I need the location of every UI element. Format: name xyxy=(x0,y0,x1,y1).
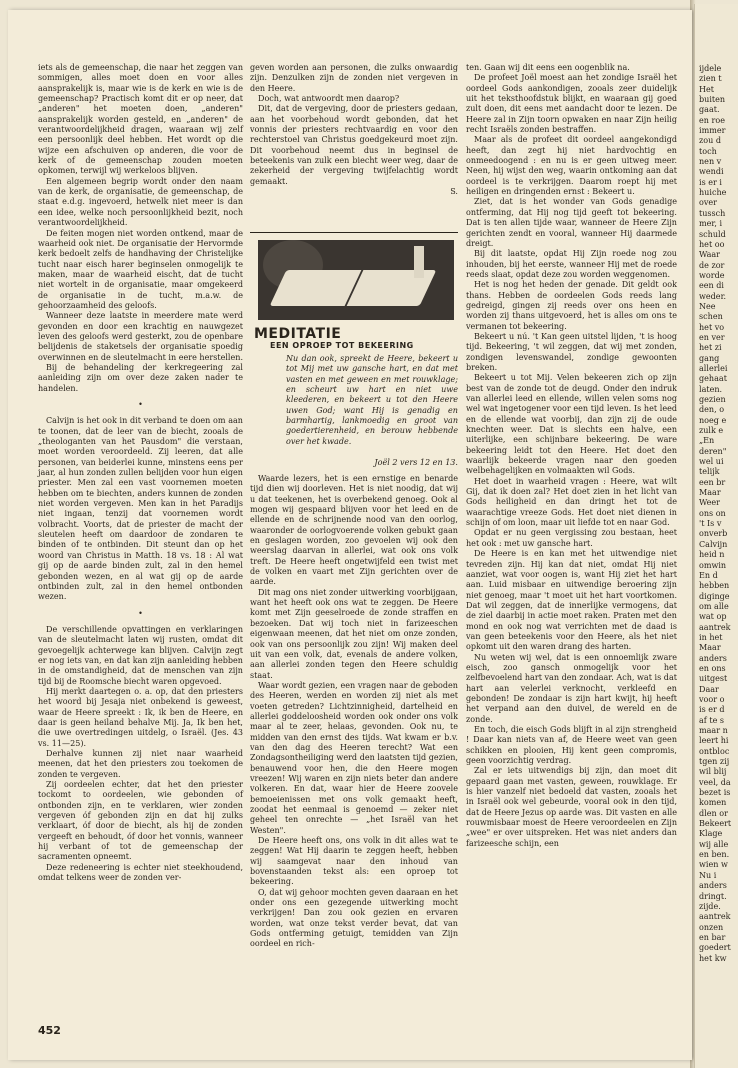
paragraph: Bij dit laatste, opdat Hij Zijn roede nog zou inhouden, bij het eerste, wanneer Hij met de roede reeds slaat, opdat deze zou worden weggenomen. xyxy=(466,249,677,279)
right-page-line: aantrek xyxy=(699,912,731,922)
right-page-line: En d xyxy=(699,570,718,580)
right-page-line: wil blij xyxy=(699,767,727,777)
right-page-line: hebben xyxy=(699,581,730,591)
right-page-line: laten. xyxy=(699,384,723,394)
paragraph: Hij merkt daartegen o. a. op, dat den priesters het woord bij Jesaja niet onbekend is geweest, waar de Heere spreekt : Ik, ik ben de Heere, en daar is geen heiland behalve Mij. Ja, Ik ben het, die uwe overtredingen uitdelg, o Israël. (Jes. 43 vs. 11—25). xyxy=(38,686,243,748)
right-page-line: Klage xyxy=(699,829,723,839)
right-page-line: de zor xyxy=(699,260,725,270)
right-page-line: Nee xyxy=(699,301,716,311)
right-page-line: anders xyxy=(699,881,727,891)
paragraph: En toch, die eisch Gods blijft in al zijn strengheid ! Daar kan niets van af, de Heere weet van geen schikken en plooien, Hij kent geen compromis, geen voorzichtig verdrag. xyxy=(466,725,677,766)
right-page-line: tussch xyxy=(699,208,726,218)
right-page-line: goedert xyxy=(699,943,731,953)
paragraph: Het doet in waarheid vragen : Heere, wat wilt Gij, dat ik doen zal? Het doet zien in het licht van Gods heiligheid en dan dringt het tot de waarachtige vreeze Gods. Het doet niet dienen in schijn of om loon, maar uit liefde tot en naar God. xyxy=(466,476,677,528)
open-bible-illustration xyxy=(258,240,454,320)
paragraph: Dit, dat de vergeving, door de priesters gedaan, aan het voorbehoud wordt gebonden, dat het vonnis der priesters rechtvaardig en voor den rechterstoel van Christus goedgekeurd moet zijn. Dit voorbehoud neemt dus in beginsel de beteekenis van zulk een biecht weer weg, daar de zekerheid der vergeving twijfelachtig wordt gemaakt. xyxy=(250,104,458,186)
paragraph: De Heere is en kan met het uitwendige niet tevreden zijn. Hij kan dat niet, omdat Hij niet aanziet, wat voor oogen is, want Hij ziet het hart aan. Luid misbaar en uitwendige beroering zijn niet genoeg, maar 't moet uit het hart voortkomen. Dat wil zeggen, dat de innerlijke vermogens, dat de ziel daarbij in actie moet raken. Praten met den mond en ook nog wat verrichten met de daad is van geen beteekenis voor den Heere, als het niet opkomt uit den waren drang des harten. xyxy=(466,549,677,652)
right-page-line: immer xyxy=(699,126,726,136)
right-page-line: maar n xyxy=(699,726,728,735)
right-page-line: telijk xyxy=(699,467,720,477)
right-page-line: deren" xyxy=(699,446,727,456)
right-page-line: „En xyxy=(699,436,715,446)
column-1 xyxy=(38,63,243,883)
right-page-line: en roe xyxy=(699,115,725,125)
right-page-line: is er i xyxy=(699,177,723,187)
scripture-quote: Nu dan ook, spreekt de Heere, bekeert u tot Mij met uw gansche hart, en dat met vasten en met geween en met rouwklage; en scheurt uw hart en niet uwe kleederen, en bekeert u tot den Heere uwen God; want Hij is genadig en barmhartig, lankmoedig en groot van goedertierenheid, en berouw hebbende over het kwade. xyxy=(286,354,458,446)
right-page-line: 't Is v xyxy=(699,519,722,529)
right-page-line: wel ui xyxy=(699,457,724,467)
right-page-line: anders xyxy=(699,653,727,663)
right-page-line: en ons xyxy=(699,663,726,673)
paragraph: iets als de gemeenschap, die naar het zeggen van sommigen, alles moet doen en voor alles aansprakelijk is, maar wie is de kerk en wie is de gemeenschap? Practisch komt dit er op neer, dat „anderen" het moeten doen, „anderen" aansprakelijk worden gesteld, en „anderen" de verantwoordelijkheid dragen, waaraan wij zelf een persoonlijk deel hebben. Het wordt op die wijze een afschuiven op anderen, die voor de kerk of de gemeenschap zouden moeten opkomen, terwijl wij werkeloos blijven. xyxy=(38,63,243,176)
right-page-line: een br xyxy=(699,477,726,487)
right-page-line: zou d xyxy=(699,136,721,146)
right-page-line: en ben. xyxy=(699,850,730,860)
paragraph: Bij de behandeling der kerkregeering zal aanleiding zijn om over deze zaken nader te handelen. xyxy=(38,362,243,393)
paragraph: De verschillende opvattingen en verklaringen van de sleutelmacht laten wij rusten, omdat dit gevoegelijk achterwege kan blijven. Calvijn zegt er nog iets van, en dat kan zijn aanleiding hebben in de omstandigheid, dat de menschen van zijn tijd bij de Roomsche biecht waren opgevoed. xyxy=(38,624,243,686)
right-page-line: wien w xyxy=(699,860,728,870)
right-page-line: worde xyxy=(699,270,725,280)
right-page-line: zulk e xyxy=(699,426,724,436)
right-page-line: ijdele xyxy=(699,64,722,73)
right-page-line: om alle xyxy=(699,601,729,611)
paragraph: Derhalve kunnen zij niet naar waarheid meenen, dat het den priesters zou toekomen de zonden te vergeven. xyxy=(38,749,243,779)
right-page-line: en ver xyxy=(699,332,725,342)
right-page-line: en bar xyxy=(699,932,726,942)
right-page-line: af te s xyxy=(699,715,725,725)
right-page-line: uitgest xyxy=(699,674,728,684)
right-page-line: gang xyxy=(699,353,720,363)
right-page-line: het oo xyxy=(699,239,725,249)
right-page-line: den, o xyxy=(699,405,725,415)
right-page-line: buiten xyxy=(699,95,726,105)
signature: S. xyxy=(450,187,458,197)
paragraph: Bekeert u nú. 't Kan geen uitstel lijden, 't is hoog tijd. Bekeering, 't wil zeggen, dat wij met zonden, zondigen levenswandel, zondige gewoonten breken. xyxy=(466,331,677,372)
right-page-line: het kw xyxy=(699,953,727,963)
right-page-line: dlen or xyxy=(699,808,728,818)
right-page-line: mer, i xyxy=(699,219,723,229)
right-page-line: omwin xyxy=(699,560,727,570)
right-page-line: zien t xyxy=(699,74,722,84)
right-page-line: komen xyxy=(699,798,727,808)
right-page-line: tgen zij xyxy=(699,757,730,767)
right-page-line: een di xyxy=(699,281,724,291)
section-separator: • xyxy=(138,608,143,618)
paragraph: Dit mag ons niet zonder uitwerking voorbijgaan, want het heeft ook ons wat te zeggen. De Heere komt met Zijn geeselroede de zonde straffen en bezoeken. Dat wij toch niet in farizeeschen eigenwaan meenen, dat het niet om onze zonden, ook van ons persoonlijk zou zijn! Wij maken deel uit van een volk, dat, evenals de andere volken, aan allerlei zonden tegen den Heere schuldig staat. xyxy=(250,587,458,680)
scripture-reference: Joël 2 vers 12 en 13. xyxy=(374,458,458,467)
right-page-line: Nu i xyxy=(699,870,717,880)
right-page-line: aantrek xyxy=(699,622,731,632)
paragraph: Bekeert u tot Mij. Velen bekeeren zich op zijn best van de zonde tot de deugd. Onder den indruk van allerlei leed en ellende, willen velen soms nog wel wat ingetogener voor een tijd leven. Is het leed en de ellende wat voorbij, dan zijn zij de oude knechten weer. Dat is slechts een halve, een uiterlijke, een schijnbare bekeering. De ware bekeering leidt tot den Heere. Het doet den waarlijk bekeerde vragen naar den goeden welbehagelijken en volmaakten wil Gods. xyxy=(466,373,677,476)
right-page-line: over xyxy=(699,198,717,208)
paragraph: Zij oordeelen echter, dat het den priester tockomt to oordeelen, wie gebonden of ontbonden zijn, en te verklaren, wier zonden vergeven óf gebonden zijn en dat hij zulks verklaart, óf door de biecht, als hij de zonden vergeeft en behoudt, óf door het vonnis, wanneer hij verbant of tot de gemeenschap der sacramenten opneemt. xyxy=(38,780,243,862)
column-3 xyxy=(466,63,677,849)
divider xyxy=(250,232,458,233)
paragraph: Maar als de profeet dit oordeel aangekondigd heeft, dan zegt hij niet hardvochtig en onmeedoogend : en nu is er geen uitweg meer. Neen, hij wijst den weg, waarin ontkoming aan dat oordeel is te verkrijgen. Daarom roept hij met heiligen en dringenden ernst : Bekeert u. xyxy=(466,135,677,197)
right-page-line: leert hi xyxy=(699,736,729,746)
right-page-line: ons on xyxy=(699,508,726,518)
right-page-line: noeg e xyxy=(699,415,727,425)
right-page-line: in het xyxy=(699,632,723,642)
paragraph: Ziet, dat is het wonder van Gods genadige ontferming, dat Hij nog tijd geeft tot bekeering. Dat is ten allen tijde waar, wanneer de Heere Zijn gerichten zendt en vooral, wanneer Hij daarmede dreigt. xyxy=(466,197,677,248)
paragraph: Wanneer deze laatste in meerdere mate werd gevonden en door een krachtig en nauwgezet leven des geloofs werd gesterkt, zou de openbare belijdenis de staketsels der organisatie spoedig overwinnen en de sleutelmacht in eere herstellen. xyxy=(38,311,243,362)
right-page-line: huiche xyxy=(699,188,727,198)
right-page-line: dringt. xyxy=(699,891,727,901)
paragraph: geven worden aan personen, die zulks onwaardig zijn. Denzulken zijn de zonden niet vergeven in den Heere. xyxy=(250,63,458,93)
paragraph: De feiten mogen niet worden ontkend, maar de waarheid ook niet. De organisatie der Hervormde kerk bedoelt zelfs de handhaving der Christelijke tucht naar eisch harer beginselen onmogelijk te maken, maar de waarheid eischt, dat de tucht niet wortelt in de organisatie, maar omgekeerd de organisatie in de tucht, m.a.w. de gehoorzaamheid des geloofs. xyxy=(38,228,243,310)
meditation-subtitle: EEN OPROEP TOT BEKEERING xyxy=(270,341,414,350)
right-page-line: zijde. xyxy=(699,901,721,911)
paragraph: Een algemeen begrip wordt onder den naam van de kerk, de organisatie, de gemeenschap, de staat e.d.g. ingevoerd, hetwelk niet meer is dan een idee, welke noch persoonlijkheid bezit, noch verantwoordelijkheid. xyxy=(38,176,243,228)
right-page-line: allerlei xyxy=(699,363,728,373)
right-page-line: heid n xyxy=(699,550,725,560)
paragraph: Calvijn is het ook in dit verband te doen om aan te toonen, dat de leer van de biecht, zooals de „theologanten van het Pausdom" die verstaan, moet worden veroordeeld. Zij leeren, dat alle personen, van beiderlei kunne, minstens eens per jaar, al hun zonden zullen belijden voor hun eigen priester. Men zal een vast voornemen moeten hebben om te biechten, anders kunnen de zonden niet worden vergeven. Men kan in het Paradijs niet ingaan, tenzij dat voornemen wordt volbracht. Voorts, dat de priester de macht der sleutelen heeft om daardoor de zondaren te binden of te ontbinden. Dit steunt dan op het woord van Christus in Matth. 18 vs. 18 : Al wat gij op de aarde binden zult, zal in den hemel gebonden wezen, en al wat gij op de aarde ontbinden zult, zal in den hemel ontbonden wezen. xyxy=(38,416,243,602)
paragraph: Waar wordt gezien, een vragen naar de geboden des Heeren, werden en worden zij niet als met voeten getreden? Lichtzinnigheid, dartelheid en allerlei goddeloosheid worden ook onder ons volk maar al te zeer, helaas, gevonden. Ook nu, te midden van den ernst des tijds. Wat kwam er b.v. van den dag des Heeren terecht? Wat een Zondagsontheiliging werd den laatsten tijd gezien, benauwend voor hen, die den Heere mogen vreezen! Wij waren en zijn niets beter dan andere volkeren. En dat, waar hier de Heere zoovele bemoeienissen met ons volk gemaakt heeft, zoodat het eenmaal is genoemd — zeker niet geheel ten onrechte — „het Israël van het Westen". xyxy=(250,680,458,835)
paragraph: Deze redeneering is echter niet steekhoudend, omdat telkens weer de zonden ver- xyxy=(38,862,243,883)
right-page-line: ontbloc xyxy=(699,746,730,756)
right-page-line: Daar xyxy=(699,684,719,694)
right-page-line: Calvijn xyxy=(699,539,728,549)
right-page-line: het vo xyxy=(699,322,725,332)
paragraph: Waarde lezers, het is een ernstige en benarde tijd dien wij doorleven. Het is niet noodig, dat wij u dat teekenen, het is overbekend genoeg. Ook al mogen wij gespaard blijven voor het leed en de ellende en de schrijnende nood van den oorlog, waaronder de oorlogvoerende volken gebukt gaan en geslagen worden, zoo gevoelen wij ook den weerslag daarvan in allerlei, wat ook ons volk treft. De Heere heeft ongetwijfeld een twist met de volken en vaart met Zijn gerichten over de aarde. xyxy=(250,474,458,587)
right-page-line: wij alle xyxy=(699,839,729,849)
right-page-line: bezet is xyxy=(699,788,731,798)
right-page-line: gaat. xyxy=(699,105,720,115)
paragraph: Zal er iets uitwendigs bij zijn, dan moet dit gepaard gaan met vasten, geween, rouwklage. Er is hier vanzelf niet bedoeld dat vasten, zooals het in Israël ook wel gebeurde, vooral ook in den tijd, dat de Heere Jezus op aarde was. Dit vasten en alle rouwmisbaar moest de Heere veroordeelen en Zijn „wee" er over uitspreken. Het was niet anders dan farizeesche schijn, een xyxy=(466,766,677,848)
paragraph: ten. Gaan wij dit eens een oogenblik na. xyxy=(466,63,630,72)
right-page-line: weder. xyxy=(699,291,727,301)
right-page-line: Weer xyxy=(699,498,720,508)
column-2-top xyxy=(250,63,458,197)
paragraph: De Heere heeft ons, ons volk in dit alles wat te zeggen! Wat Hij daarin te zeggen heeft, hebben wij saamgevat naar den inhoud van bovenstaanden tekst als: een oproep tot bekeering. xyxy=(250,836,458,887)
column-2-bottom xyxy=(250,474,458,950)
right-page-line: Het xyxy=(699,84,715,94)
meditation-title: MEDITATIE xyxy=(254,326,342,342)
paragraph: Doch, wat antwoordt men daarop? xyxy=(258,94,400,104)
right-page-line: toch xyxy=(699,146,717,156)
right-page-line: Maar xyxy=(699,643,721,653)
right-page-line: voor o xyxy=(699,694,725,704)
right-page-line: gehaat xyxy=(699,374,727,384)
right-page-line: wendi xyxy=(699,167,724,177)
right-page-line: gezien xyxy=(699,395,726,404)
paragraph: De profeet Joël moest aan het zondige Israël het oordeel Gods aankondigen, zooals zeer duidelijk uit het teksthoofdstuk blijkt, en waaraan gij goed zult doen, dit eens met aandacht door te lezen. De Heere zal in Zijn toorn opwaken en naar Zijn heilig recht Israëls zonden bestraffen. xyxy=(466,73,677,135)
right-page-line: Maar xyxy=(699,488,721,498)
right-page-line: schuld xyxy=(699,229,726,239)
right-page-line: schen xyxy=(699,312,723,322)
right-page-line: Waar xyxy=(699,250,721,260)
right-page-line: Bekeert xyxy=(699,819,732,829)
paragraph: Opdat er nu geen vergissing zou bestaan, heet het ook : met uw gansche hart. xyxy=(466,528,677,548)
right-page-line: veel, da xyxy=(699,777,731,787)
right-page-line: onzen xyxy=(699,922,724,932)
right-page-line: is er d xyxy=(699,705,725,715)
right-page-edge xyxy=(694,4,738,1068)
right-page-line: nen v xyxy=(699,157,722,167)
paragraph: Het is nog het heden der genade. Dit geldt ook thans. Hebben de oordeelen Gods reeds lang gedreigd, gingen zij reeds over ons heen en worden zij thans uitgevoerd, het is alles om ons te vermanen tot bekeering. xyxy=(466,280,677,331)
right-page-line: het zi xyxy=(699,343,722,353)
section-separator: • xyxy=(138,400,143,409)
paragraph: O, dat wij gehoor mochten geven daaraan en het onder ons een gezegende uitwerking mocht verkrijgen! Dan zou ook gezien en ervaren worden, wat onze tekst verder bevat, dat van Gods ontferming getuigt, temidden van Zijn oordeel en rich- xyxy=(250,887,458,949)
right-page-line: wat op xyxy=(699,612,727,622)
page-number: 452 xyxy=(38,1024,61,1037)
right-page-line: onverb xyxy=(699,529,728,539)
right-page-line: diginge xyxy=(699,591,730,601)
paragraph: Nu weten wij wel, dat is een onnoemlijk zware eisch, zoo gansch onmogelijk voor het zelfbevoelend hart van den zondaar. Ach, wat is dat hart aan velerlei verknocht, verkleefd en gebonden! De zondaar is zijn hart kwijt, hij heeft het verpand aan den duivel, de wereld en de zonde. xyxy=(466,652,677,724)
